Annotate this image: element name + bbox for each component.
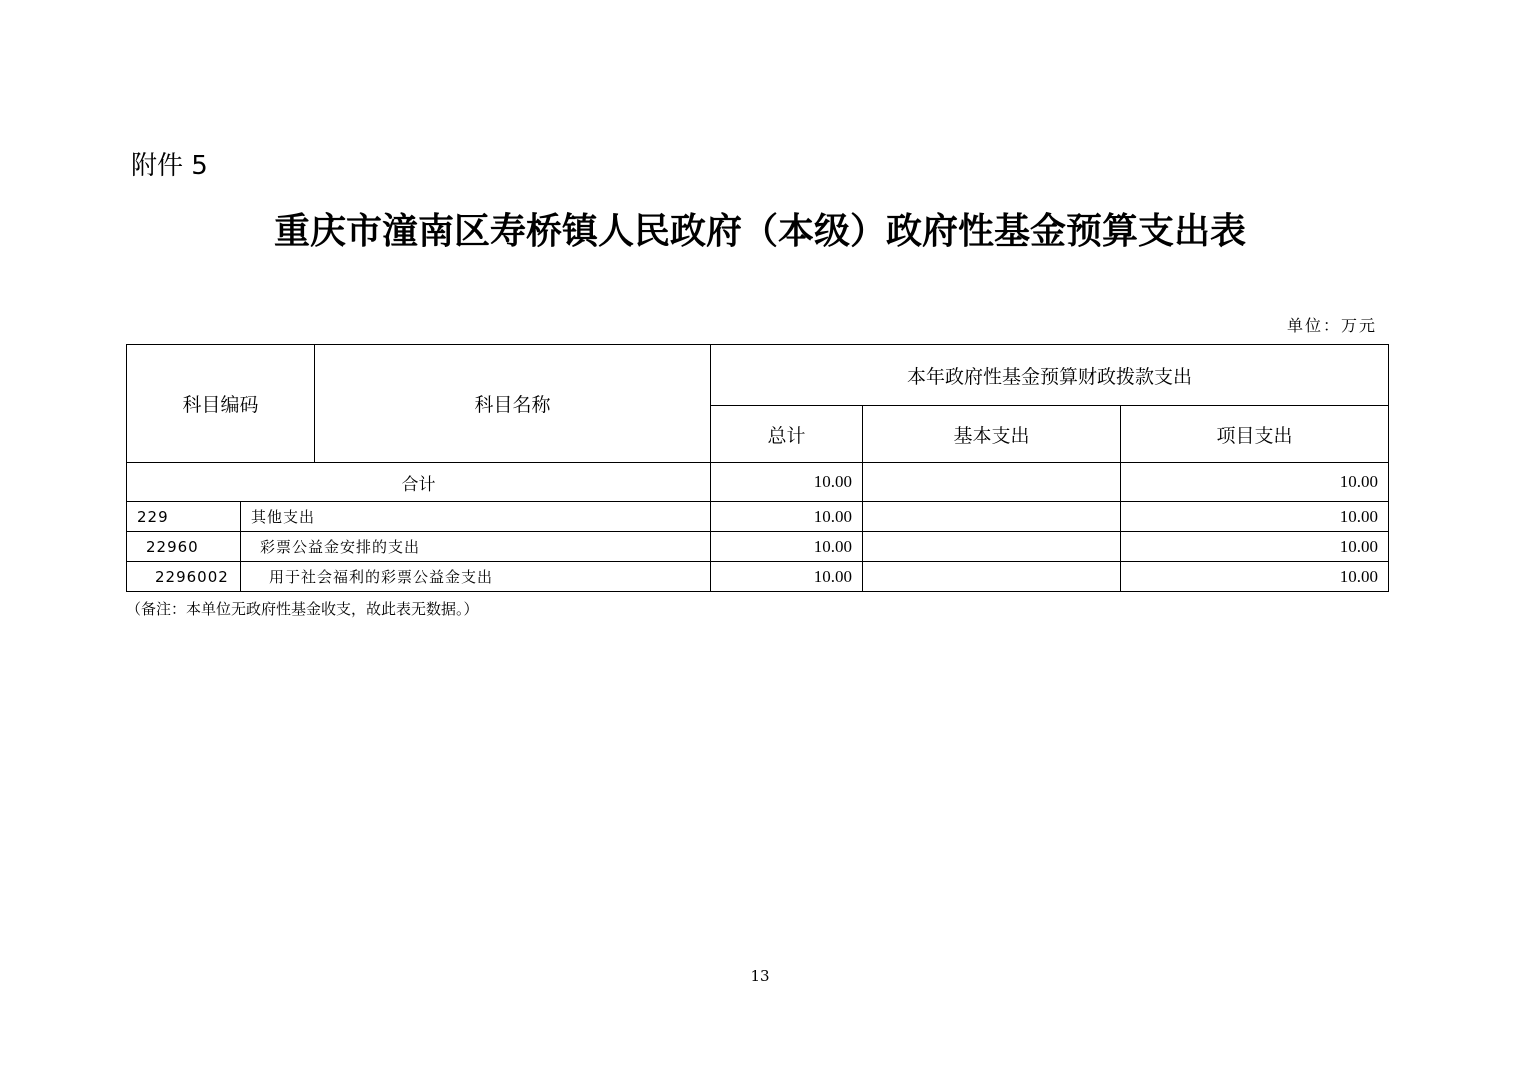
row-name: 用于社会福利的彩票公益金支出 xyxy=(241,562,711,592)
header-basic: 基本支出 xyxy=(863,406,1121,463)
page-title: 重庆市潼南区寿桥镇人民政府（本级）政府性基金预算支出表 xyxy=(273,210,1246,252)
unit-label: 单位：万元 xyxy=(1286,316,1377,335)
total-cell-total: 10.00 xyxy=(711,463,863,502)
row-basic xyxy=(863,532,1121,562)
table-row xyxy=(127,562,1389,592)
row-project: 10.00 xyxy=(1121,532,1389,562)
header-group: 本年政府性基金预算财政拨款支出 xyxy=(711,345,1389,406)
row-total: 10.00 xyxy=(711,532,863,562)
attachment-label: 附件 5 xyxy=(131,151,208,181)
total-row xyxy=(127,463,1389,502)
footnote: （备注：本单位无政府性基金收支，故此表无数据。） xyxy=(126,600,479,618)
row-code: 229 xyxy=(127,502,241,532)
budget-table xyxy=(126,344,1389,592)
row-name: 其他支出 xyxy=(241,502,711,532)
table-row xyxy=(127,532,1389,562)
row-basic xyxy=(863,562,1121,592)
row-code: 22960 xyxy=(127,532,241,562)
header-project: 项目支出 xyxy=(1121,406,1389,463)
total-cell-project: 10.00 xyxy=(1121,463,1389,502)
row-project: 10.00 xyxy=(1121,562,1389,592)
row-total: 10.00 xyxy=(711,562,863,592)
header-total: 总计 xyxy=(711,406,863,463)
page-number: 13 xyxy=(750,967,770,985)
total-cell-basic xyxy=(863,463,1121,502)
row-name: 彩票公益金安排的支出 xyxy=(241,532,711,562)
total-label: 合计 xyxy=(127,463,711,502)
table-row xyxy=(127,502,1389,532)
header-subject-code: 科目编码 xyxy=(127,345,315,463)
row-project: 10.00 xyxy=(1121,502,1389,532)
row-code: 2296002 xyxy=(127,562,241,592)
header-subject-name: 科目名称 xyxy=(315,345,711,463)
row-total: 10.00 xyxy=(711,502,863,532)
row-basic xyxy=(863,502,1121,532)
